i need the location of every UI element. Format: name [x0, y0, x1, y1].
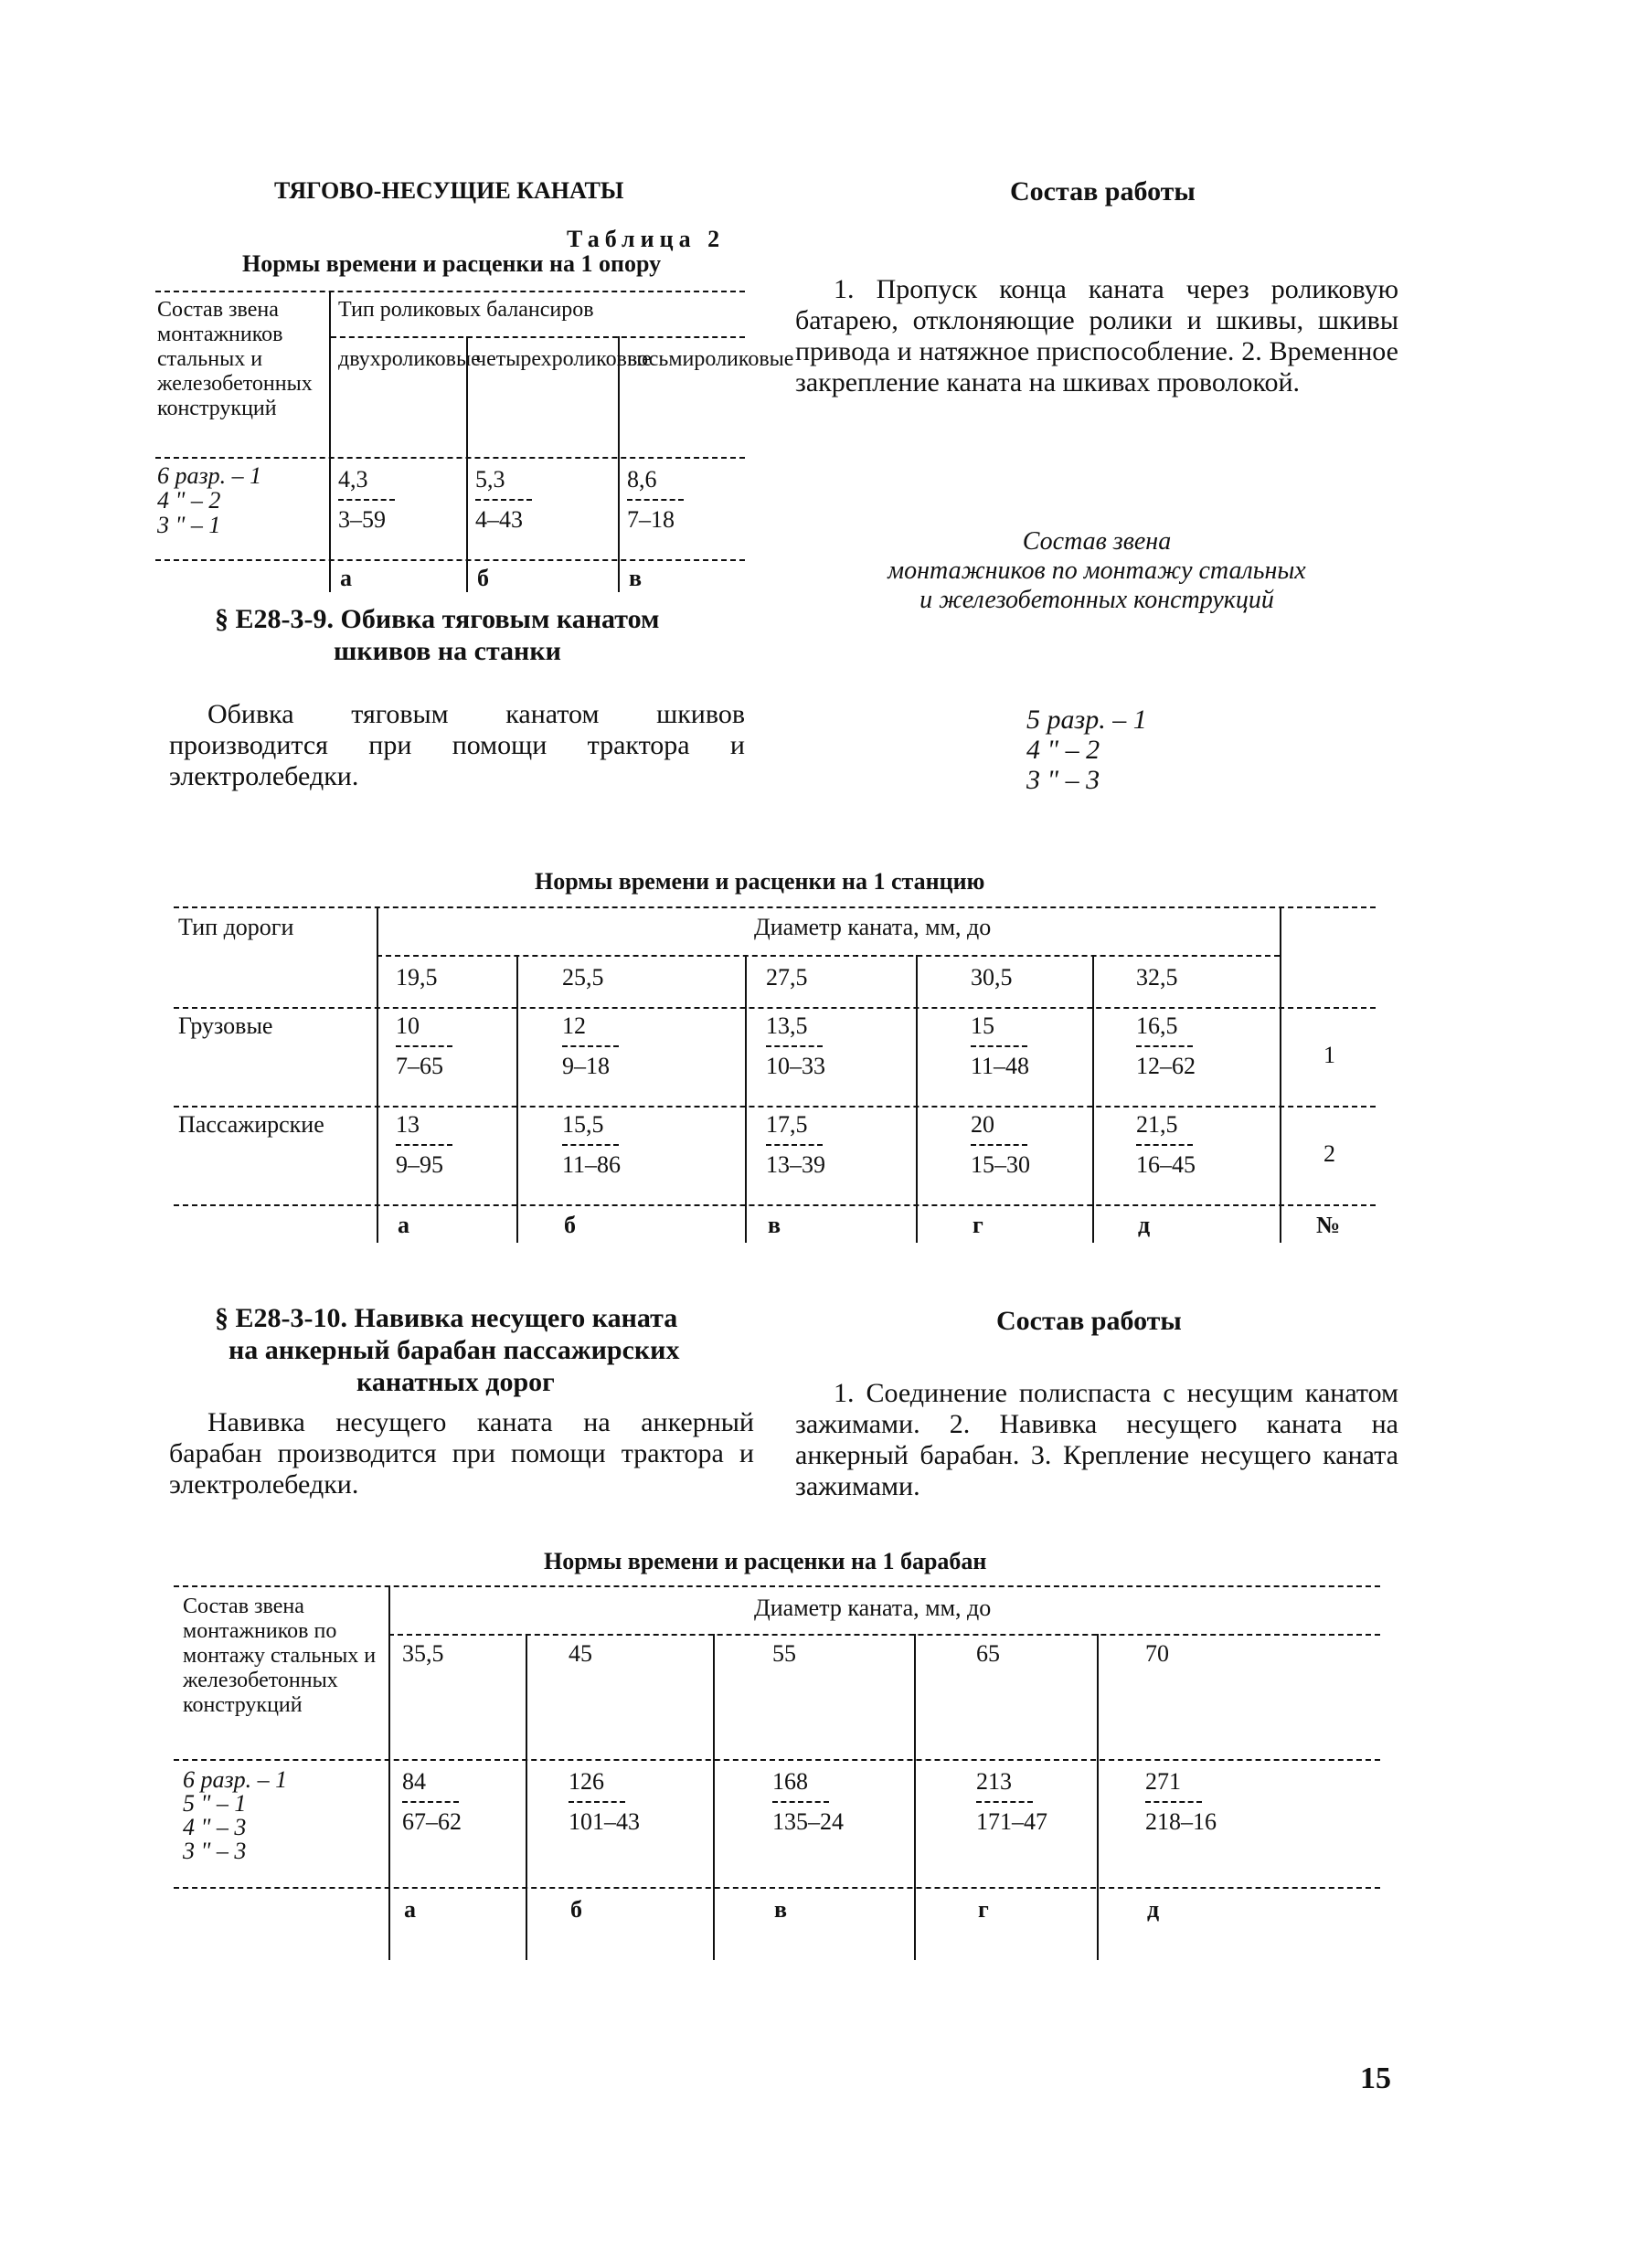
norm-rate-cell: [971, 1111, 1030, 1179]
column-letter: а: [340, 565, 352, 591]
norm-rate-cell: [396, 1012, 452, 1080]
crew-title: и железобетонных конструкций: [919, 586, 1274, 614]
norm-value: 20: [971, 1111, 994, 1138]
number-label: №: [1316, 1212, 1341, 1238]
norm-rate-cell: [562, 1111, 621, 1179]
rate-value: 135–24: [772, 1808, 844, 1835]
diameter-header: 35,5: [402, 1640, 444, 1667]
norm-rate-cell: [1136, 1111, 1196, 1179]
norm-rate-cell: [1136, 1012, 1196, 1080]
section-title: § Е28-3-10. Навивка несущего каната: [215, 1303, 678, 1333]
norm-value: 168: [772, 1768, 808, 1795]
table-caption: Нормы времени и расценки на 1 барабан: [544, 1548, 987, 1574]
column-letter: б: [564, 1212, 576, 1238]
norm-rate-cell: [1145, 1768, 1217, 1836]
norm-value: 5,3: [475, 466, 505, 493]
rate-value: 9–95: [396, 1151, 443, 1178]
diameter-header: 70: [1145, 1640, 1169, 1667]
diameter-header: 65: [976, 1640, 1000, 1667]
norm-value: 13: [396, 1111, 420, 1138]
column-letter: а: [404, 1896, 416, 1923]
work-text: 1. Пропуск конца каната через роликовую батарею, отклоняющие ролики и шкивы, шкивы привода и натяжное приспособление. 2. Временное закрепление каната на шкивах проволокой.: [795, 274, 1398, 397]
norm-value: 213: [976, 1768, 1012, 1795]
rate-value: 218–16: [1145, 1808, 1217, 1835]
work-text: 1. Соединение полиспаста с несущим канатом зажимами. 2. Навивка несущего каната на анкерный барабан. 3. Крепление несущего каната зажимами.: [795, 1378, 1398, 1501]
norm-rate-cell: [402, 1768, 462, 1836]
rate-value: 11–86: [562, 1151, 622, 1178]
rate-value: 15–30: [971, 1151, 1030, 1178]
crew-line: 5 разр. – 1: [1026, 705, 1147, 735]
work-heading: Состав работы: [996, 1306, 1182, 1336]
group-header: Диаметр каната, мм, до: [754, 914, 992, 940]
section-header: ТЯГОВО-НЕСУЩИЕ КАНАТЫ: [274, 177, 624, 204]
diameter-header: 25,5: [562, 964, 604, 991]
norm-value: 21,5: [1136, 1111, 1178, 1138]
column-letter: б: [570, 1896, 582, 1923]
rate-value: 101–43: [569, 1808, 640, 1835]
norm-rate-cell: [766, 1111, 825, 1179]
section-title: шкивов на станки: [334, 636, 561, 666]
crew-line: 4 " – 2: [1026, 735, 1100, 765]
diameter-header: 30,5: [971, 964, 1013, 991]
norm-rate-cell: [976, 1768, 1047, 1836]
work-heading: Состав работы: [1010, 176, 1196, 207]
crew-title: монтажников по монтажу стальных: [888, 556, 1306, 585]
norm-rate-cell: [396, 1111, 452, 1179]
norm-value: 12: [562, 1012, 586, 1039]
rate-value: 67–62: [402, 1808, 462, 1835]
norm-value: 16,5: [1136, 1012, 1178, 1039]
norm-value: 126: [569, 1768, 604, 1795]
norm-value: 13,5: [766, 1012, 808, 1039]
norm-rate-cell: [562, 1012, 619, 1080]
norm-rate-cell: [338, 466, 395, 534]
table-label: Таблица 2: [567, 226, 726, 252]
table-caption: Нормы времени и расценки на 1 опору: [242, 250, 662, 277]
norm-value: 8,6: [627, 466, 657, 493]
diameter-header: 55: [772, 1640, 796, 1667]
column-letter: д: [1147, 1896, 1160, 1923]
row-number: 1: [1323, 1042, 1335, 1068]
rate-value: 3–59: [338, 506, 386, 533]
section-title: на анкерный барабан пассажирских: [229, 1335, 680, 1365]
section-title: § Е28-3-9. Обивка тяговым канатом: [215, 604, 660, 634]
rate-value: 7–18: [627, 506, 675, 533]
row-header: Тип дороги: [178, 914, 294, 940]
crew-line: 5 " – 1: [183, 1790, 247, 1817]
crew-header: Состав звена монтажников по монтажу стальных и железобетонных конструкций: [183, 1595, 377, 1717]
norm-value: 15: [971, 1012, 994, 1039]
column-header: четырехроликовые: [475, 347, 652, 371]
norm-value: 10: [396, 1012, 420, 1039]
norm-value: 84: [402, 1768, 426, 1795]
diameter-header: 27,5: [766, 964, 808, 991]
rate-value: 4–43: [475, 506, 523, 533]
crew-title: Состав звена: [1022, 527, 1172, 556]
rate-value: 16–45: [1136, 1151, 1196, 1178]
norm-rate-cell: [971, 1012, 1029, 1080]
column-letter: г: [978, 1896, 989, 1923]
page-number: 15: [1360, 2061, 1391, 2095]
rate-value: 12–62: [1136, 1053, 1196, 1079]
crew-line: 3 " – 3: [1026, 765, 1100, 795]
column-header: двухроликовые: [338, 347, 481, 371]
crew-line: 6 разр. – 1: [183, 1766, 288, 1793]
crew-line: 3 " – 1: [157, 512, 221, 538]
rate-value: 11–48: [971, 1053, 1030, 1079]
road-type: Грузовые: [178, 1012, 273, 1039]
norm-rate-cell: [475, 466, 532, 534]
row-number: 2: [1323, 1140, 1335, 1167]
norm-rate-cell: [627, 466, 684, 534]
norm-value: 271: [1145, 1768, 1181, 1795]
rate-value: 10–33: [766, 1053, 825, 1079]
group-header: Диаметр каната, мм, до: [754, 1595, 992, 1621]
column-letter: в: [768, 1212, 781, 1238]
norm-rate-cell: [772, 1768, 844, 1836]
column-letter: в: [774, 1896, 788, 1923]
crew-line: 6 разр. – 1: [157, 462, 262, 489]
rate-value: 9–18: [562, 1053, 610, 1079]
column-letter: а: [398, 1212, 409, 1238]
section-title: канатных дорог: [356, 1367, 555, 1397]
group-header: Тип роликовых балансиров: [338, 298, 594, 322]
norm-value: 15,5: [562, 1111, 604, 1138]
rate-value: 13–39: [766, 1151, 825, 1178]
column-letter: д: [1138, 1212, 1151, 1238]
column-letter: в: [629, 565, 643, 591]
norm-rate-cell: [569, 1768, 640, 1836]
diameter-header: 19,5: [396, 964, 438, 991]
rate-value: 7–65: [396, 1053, 443, 1079]
norm-rate-cell: [766, 1012, 825, 1080]
diameter-header: 45: [569, 1640, 592, 1667]
section-text: Навивка несущего каната на анкерный барабан производится при помощи трактора и электролебедки.: [169, 1407, 754, 1500]
norm-value: 17,5: [766, 1111, 808, 1138]
crew-header: Состав звена монтажников стальных и железобетонных конструкций: [157, 298, 313, 420]
section-text: Обивка тяговым канатом шкивов производится при помощи трактора и электролебедки.: [169, 699, 745, 791]
table-caption: Нормы времени и расценки на 1 станцию: [535, 868, 985, 895]
rate-value: 171–47: [976, 1808, 1047, 1835]
column-letter: б: [477, 565, 489, 591]
diameter-header: 32,5: [1136, 964, 1178, 991]
road-type: Пассажирские: [178, 1111, 324, 1138]
column-letter: г: [973, 1212, 983, 1238]
norm-value: 4,3: [338, 466, 368, 493]
crew-line: 4 " – 3: [183, 1814, 247, 1840]
crew-line: 4 " – 2: [157, 487, 221, 514]
column-header: восьмироликовые: [627, 347, 794, 371]
crew-line: 3 " – 3: [183, 1838, 247, 1864]
